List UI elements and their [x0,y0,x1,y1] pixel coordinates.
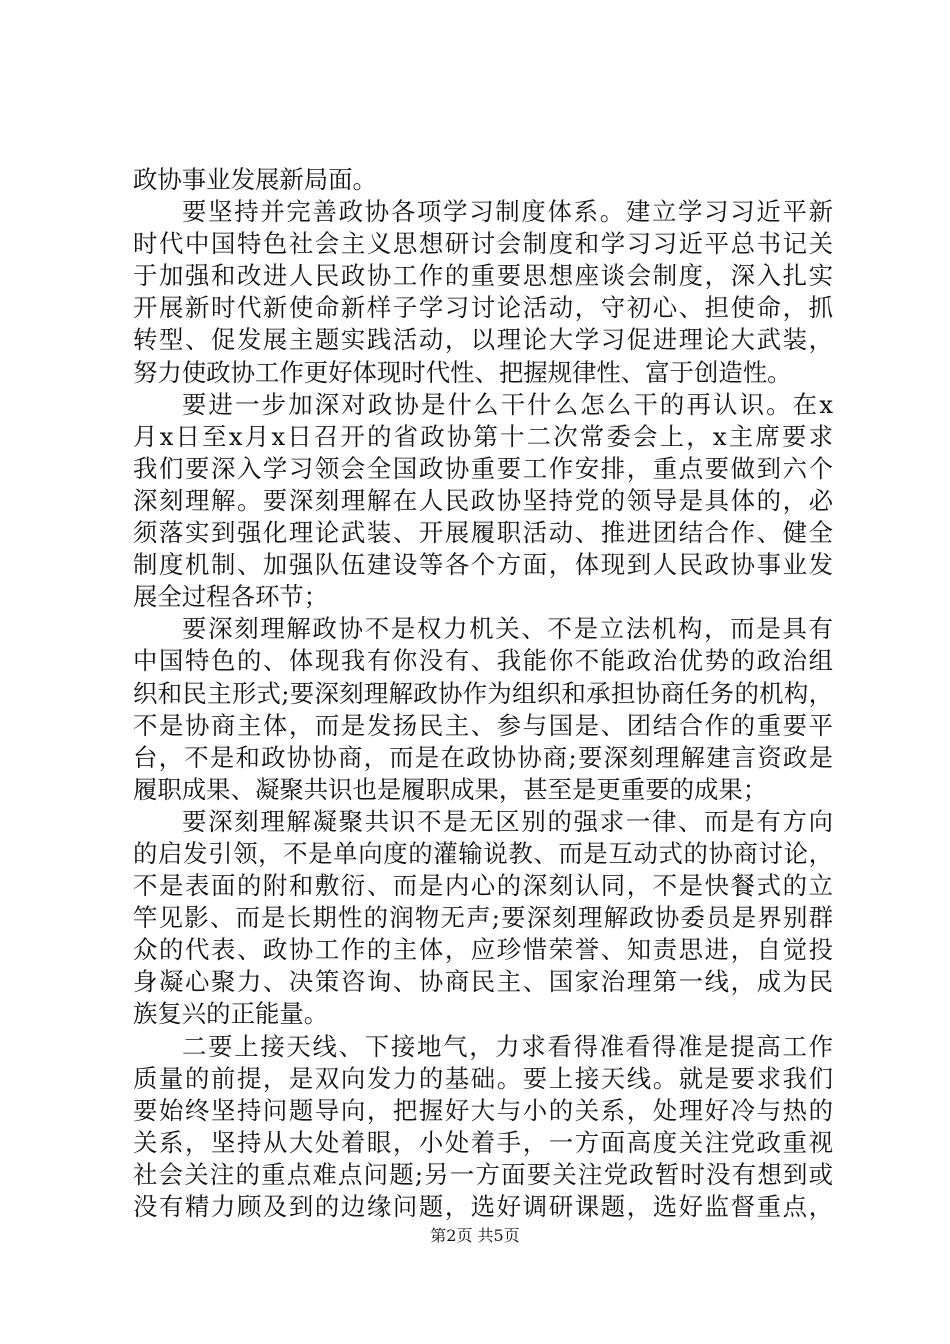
text-line: 展全过程各环节； [133,582,329,612]
text-line: 质量的前提，是双向发力的基础。要上接天线。就是要求我们 [133,1063,833,1093]
text-line: 转型、促发展主题实践活动，以理论大学习促进理论大武装， [133,325,833,355]
text-line: 履职成果、凝聚共识也是履职成果，甚至是更重要的成果； [133,774,768,804]
text-line: 要深刻理解凝聚共识不是无区别的强求一律、而是有方向 [182,806,833,836]
text-line: 开展新时代新使命新样子学习讨论活动，守初心、担使命，抓 [133,293,833,323]
text-line: 制度机制、加强队伍建设等各个方面，体现到人民政协事业发 [133,550,833,580]
text-line: 中国特色的、体现我有你没有、我能你不能政治优势的政治组 [133,646,833,676]
text-line: 族复兴的正能量。 [133,999,329,1029]
text-line: 时代中国特色社会主义思想研讨会制度和学习习近平总书记关 [133,229,833,259]
text-line: 努力使政协工作更好体现时代性、把握规律性、富于创造性。 [133,357,792,387]
text-line: 没有精力顾及到的边缘问题，选好调研课题，选好监督重点， [133,1192,833,1221]
text-line: 织和民主形式;要深刻理解政协作为组织和承担协商任务的机构， [133,678,833,708]
text-line: 关系，坚持从大处着眼，小处着手，一方面高度关注党政重视 [133,1127,833,1157]
text-line: 的启发引领，不是单向度的灌输说教、而是互动式的协商讨论， [133,838,833,868]
text-line: 要坚持并完善政协各项学习制度体系。建立学习习近平新 [182,197,833,227]
body-text [133,164,833,1223]
text-line: 要始终坚持问题导向，把握好大与小的关系，处理好冷与热的 [133,1095,833,1125]
page-footer: 第2页 共5页 [430,1226,520,1245]
text-line: 月x日至x月x日召开的省政协第十二次常委会上，x主席要求 [133,421,833,451]
text-line: 要深刻理解政协不是权力机关、不是立法机构，而是具有 [182,614,833,644]
text-line: 政协事业发展新局面。 [133,165,377,194]
text-line: 须落实到强化理论武装、开展履职活动、推进团结合作、健全 [133,518,833,548]
text-line: 社会关注的重点难点问题;另一方面要关注党政暂时没有想到或 [133,1159,833,1189]
text-line: 我们要深入学习领会全国政协重要工作安排，重点要做到六个 [133,453,833,483]
text-line: 竿见影、而是长期性的润物无声;要深刻理解政协委员是界别群 [133,903,833,933]
text-line: 深刻理解。要深刻理解在人民政协坚持党的领导是具体的，必 [133,485,833,515]
text-line: 不是协商主体，而是发扬民主、参与国是、团结合作的重要平 [133,710,833,740]
text-line: 于加强和改进人民政协工作的重要思想座谈会制度，深入扎实 [133,261,833,291]
text-line: 要进一步加深对政协是什么干什么怎么干的再认识。在x [182,389,833,419]
text-line: 众的代表、政协工作的主体，应珍惜荣誉、知责思进，自觉投 [133,935,833,965]
text-line: 台，不是和政协协商，而是在政协协商;要深刻理解建言资政是 [133,742,833,772]
text-line: 不是表面的附和敷衍、而是内心的深刻认同，不是快餐式的立 [133,871,833,901]
text-line: 二要上接天线、下接地气，力求看得准看得准是提高工作 [182,1031,833,1061]
text-line: 身凝心聚力、决策咨询、协商民主、国家治理第一线，成为民 [133,967,833,997]
